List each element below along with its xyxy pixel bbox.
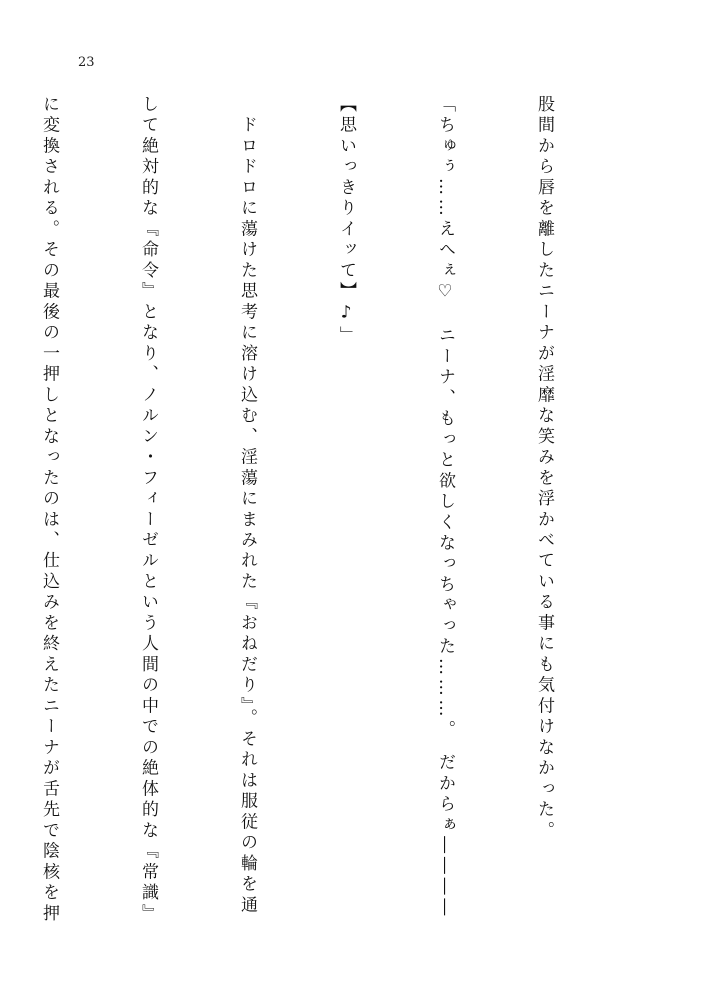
text-line-5: して絶対的な『命令』となり、ノルン・フィーゼルという人間の中での絶体的な『常識』	[138, 95, 158, 925]
text-line-6: に変換される。その最後の一押しとなったのは、仕込みを終えたニーナが舌先で陰核を押	[39, 95, 59, 925]
text-line-1: 股間から唇を離したニーナが淫靡な笑みを浮かべている事にも気付けなかった。	[534, 95, 554, 842]
text-line-4: ドロドロに蕩けた思考に溶け込む、淫蕩にまみれた『おねだり』。それは服従の輪を通	[237, 95, 257, 917]
page-number: 23	[78, 55, 95, 70]
vertical-text-body	[39, 95, 626, 925]
text-line-3: 【思いっきりイッて】♪」	[336, 95, 356, 347]
text-line-2: 「ちゅぅ……えへぇ♡ ニーナ、もっと欲しくなっちゃった………。 だからぁ――――	[435, 95, 455, 920]
